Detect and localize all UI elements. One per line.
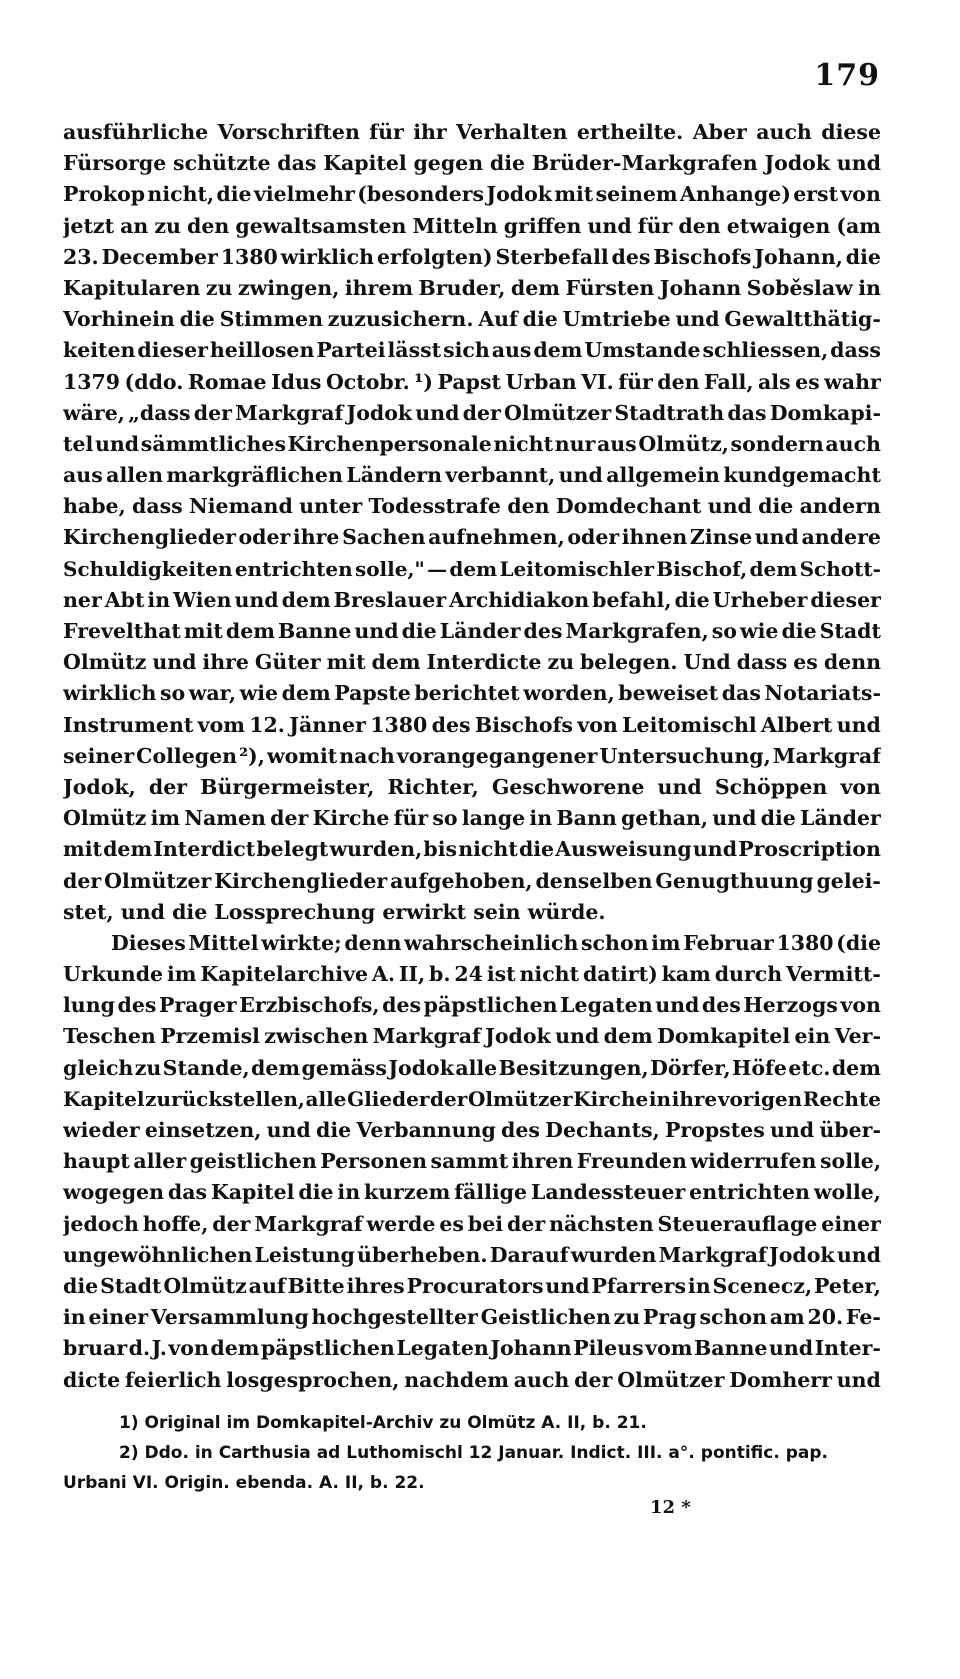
text-line: bruar d. J. von dem päpstlichen Legaten Johann Pileus vom Banne und Inter- [63,1336,881,1361]
text-line: ungewöhnlichen Leistung überheben. Darauf wurden Markgraf Jodok und [63,1242,881,1267]
text-line: 23. December 1380 wirklich erfolgten) Sterbefall des Bischofs Johann, die [63,244,881,269]
text-line: mit dem Interdict belegt wurden, bis nicht die Ausweisung und Proscription [63,837,881,862]
text-line: Olmütz im Namen der Kirche für so lange in Bann gethan, und die Länder [63,806,881,831]
text-line: Jodok, der Bürgermeister, Richter, Geschworene und Schöppen von [63,774,881,799]
text-line: stet, und die Lossprechung erwirkt sein würde. [63,899,606,924]
text-line: keiten dieser heillosen Partei lässt sich aus dem Umstande schliessen, dass [63,338,881,363]
text-line: in einer Versammlung hochgestellter Geistlichen zu Prag schon am 20. Fe- [63,1305,881,1330]
text-line: gleich zu Stande, dem gemäss Jodok alle Besitzungen, Dörfer, Höfe etc. dem [63,1055,881,1080]
text-line: Prokop nicht, die vielmehr (besonders Jodok mit seinem Anhange) erst von [63,182,881,207]
footnotes [63,1408,881,1498]
text-line: Kirchenglieder oder ihre Sachen aufnehmen, oder ihnen Zinse und andere [63,525,881,550]
text-line: seiner Collegen ²), womit nach vorangegangener Untersuchung, Markgraf [63,743,881,768]
text-line: dicte feierlich losgesprochen, nachdem auch der Olmützer Domherr und [63,1367,881,1392]
text-line: jedoch hoffe, der Markgraf werde es bei der nächsten Steuerauflage einer [63,1211,881,1236]
text-line: Urkunde im Kapitelarchive A. II, b. 24 ist nicht datirt) kam durch Vermitt- [63,962,881,987]
footnote-line: 2) Ddo. in Carthusia ad Luthomischl 12 Januar. Indict. III. a°. pontific. pap. [119,1443,829,1463]
text-line: Kapitularen zu zwingen, ihrem Bruder, dem Fürsten Johann Soběslaw in [63,275,881,300]
body-text [63,117,881,1396]
page-number: 179 [814,58,880,93]
text-line: lung des Prager Erzbischofs, des päpstlichen Legaten und des Herzogs von [63,993,881,1018]
text-line: tel und sämmtliches Kirchenpersonale nicht nur aus Olmütz, sondern auch [63,431,881,456]
text-line: Schuldigkeiten entrichten solle," — dem Leitomischler Bischof, dem Schott- [63,556,881,581]
text-line: Instrument vom 12. Jänner 1380 des Bischofs von Leitomischl Albert und [63,712,881,737]
text-line: Olmütz und ihre Güter mit dem Interdicte zu belegen. Und dass es denn [63,650,881,675]
text-line: Kapitel zurückstellen, alle Glieder der Olmützer Kirche in ihre vorigen Rechte [63,1086,881,1111]
text-line: wieder einsetzen, und die Verbannung des Dechants, Propstes und über- [63,1118,881,1142]
text-line: 1379 (ddo. Romae Idus Octobr. ¹) Papst Urban VI. für den Fall, als es wahr [63,369,881,394]
text-line: ausführliche Vorschriften für ihr Verhalten ertheilte. Aber auch diese [63,120,881,144]
text-line: habe, dass Niemand unter Todesstrafe den Domdechant und die andern [63,494,881,519]
text-line: aus allen markgräflichen Ländern verbannt, und allgemein kundgemacht [63,463,881,488]
text-line: Fürsorge schützte das Kapitel gegen die Brüder-Markgrafen Jodok und [63,151,881,176]
text-line: haupt aller geistlichen Personen sammt ihren Freunden widerrufen solle, [63,1149,881,1174]
text-line: ner Abt in Wien und dem Breslauer Archidiakon befahl, die Urheber dieser [63,587,881,612]
text-line: wäre, „dass der Markgraf Jodok und der Olmützer Stadtrath das Domkapi- [63,400,881,425]
signature-mark: 12 * [650,1497,691,1518]
text-line: Teschen Przemisl zwischen Markgraf Jodok und dem Domkapitel ein Ver- [63,1024,881,1049]
text-line: der Olmützer Kirchenglieder aufgehoben, denselben Genugthuung gelei- [63,868,881,893]
text-line: Frevelthat mit dem Banne und die Länder des Markgrafen, so wie die Stadt [63,619,881,643]
text-line: die Stadt Olmütz auf Bitte ihres Procurators und Pfarrers in Scenecz, Peter, [63,1273,881,1298]
text-line: Vorhinein die Stimmen zuzusichern. Auf die Umtriebe und Gewaltthätig- [63,307,881,332]
footnote-line: Urbani VI. Origin. ebenda. A. II, b. 22. [63,1473,425,1493]
text-line: wirklich so war, wie dem Papste berichtet worden, beweiset das Notariats- [63,681,881,706]
footnote-line: 1) Original im Domkapitel-Archiv zu Olmütz A. II, b. 21. [119,1413,647,1433]
text-line: Dieses Mittel wirkte; denn wahrscheinlich schon im Februar 1380 (die [111,930,881,955]
text-line: wogegen das Kapitel die in kurzem fällige Landessteuer entrichten wolle, [63,1180,881,1205]
text-line: jetzt an zu den gewaltsamsten Mitteln griffen und für den etwaigen (am [63,213,881,238]
